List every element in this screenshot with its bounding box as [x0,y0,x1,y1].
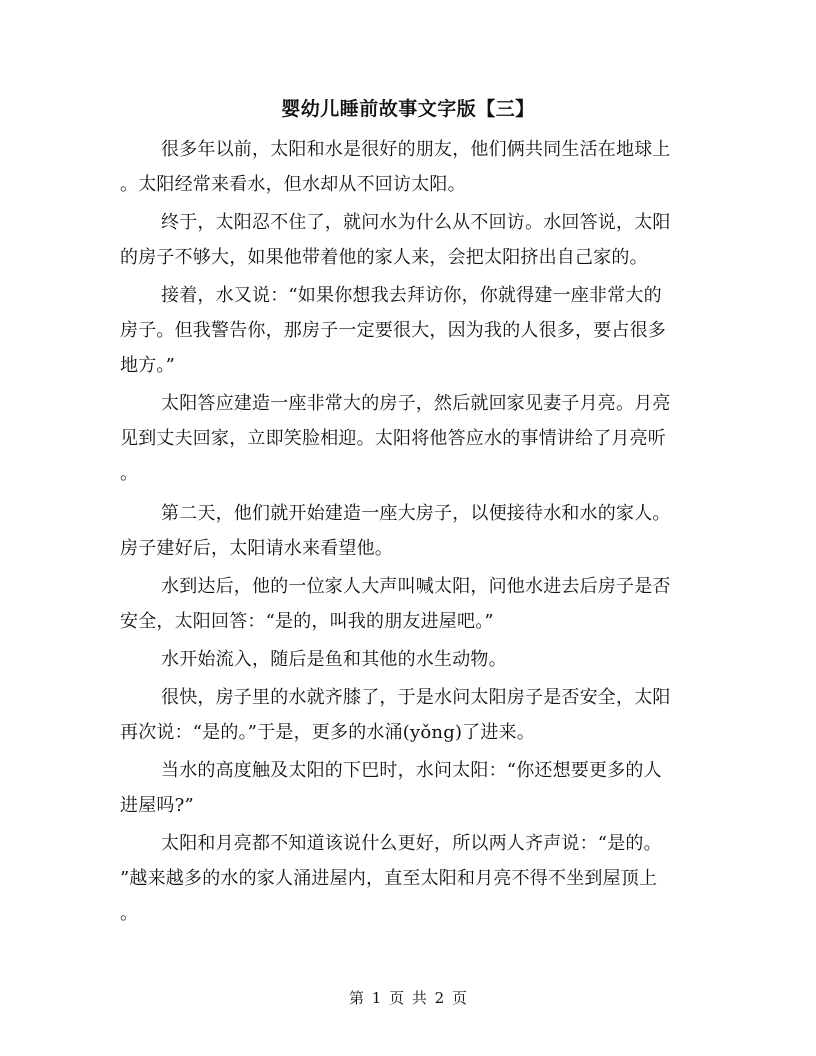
text-line: 进屋吗?” [120,795,194,816]
text-line: 。太阳经常来看水，但水却从不回访太阳。 [120,174,466,195]
text-line: 当水的高度触及太阳的下巴时，水问太阳：“你还想要更多的人 [161,760,662,781]
text-line: 很多年以前，太阳和水是很好的朋友，他们俩共同生活在地球上 [161,139,671,160]
text-line: 。 [120,903,139,924]
text-line: ”越来越多的水的家人涌进屋内，直至太阳和月亮不得不坐到屋顶上 [120,868,658,889]
page-number-footer: 第 1 页 共 2 页 [349,989,467,1007]
text-line: 太阳和月亮都不知道该说什么更好，所以两人齐声说：“是的。 [161,833,662,854]
text-line: 安全，太阳回答：“是的，叫我的朋友进屋吧。” [120,611,494,632]
text-line: 再次说：“是的。”于是，更多的水涌(yǒng)了进来。 [120,722,535,743]
text-line: 房子建好后，太阳请水来看望他。 [120,538,393,559]
text-line: 终于，太阳忍不住了，就问水为什么从不回访。水回答说，太阳 [161,212,671,233]
text-line: 见到丈夫回家，立即笑脸相迎。太阳将他答应水的事情讲给了月亮听 [120,428,666,449]
text-line: 。 [120,463,139,484]
text-line: 太阳答应建造一座非常大的房子，然后就回家见妻子月亮。月亮 [161,393,671,414]
text-line: 房子。但我警告你，那房子一定要很大，因为我的人很多，要占很多 [120,320,666,341]
text-line: 水到达后，他的一位家人大声叫喊太阳，问他水进去后房子是否 [161,576,671,597]
text-line: 第二天，他们就开始建造一座大房子，以便接待水和水的家人。 [161,503,671,524]
text-line: 很快，房子里的水就齐膝了，于是水问太阳房子是否安全，太阳 [161,687,671,708]
text-line: 的房子不够大，如果他带着他的家人来，会把太阳挤出自己家的。 [120,247,648,268]
page-title: 婴幼儿睡前故事文字版【三】 [281,98,535,120]
text-line: 接着，水又说：“如果你想我去拜访你，你就得建一座非常大的 [161,285,662,306]
text-line: 水开始流入，随后是鱼和其他的水生动物。 [161,649,507,670]
text-line: 地方。” [120,355,176,376]
